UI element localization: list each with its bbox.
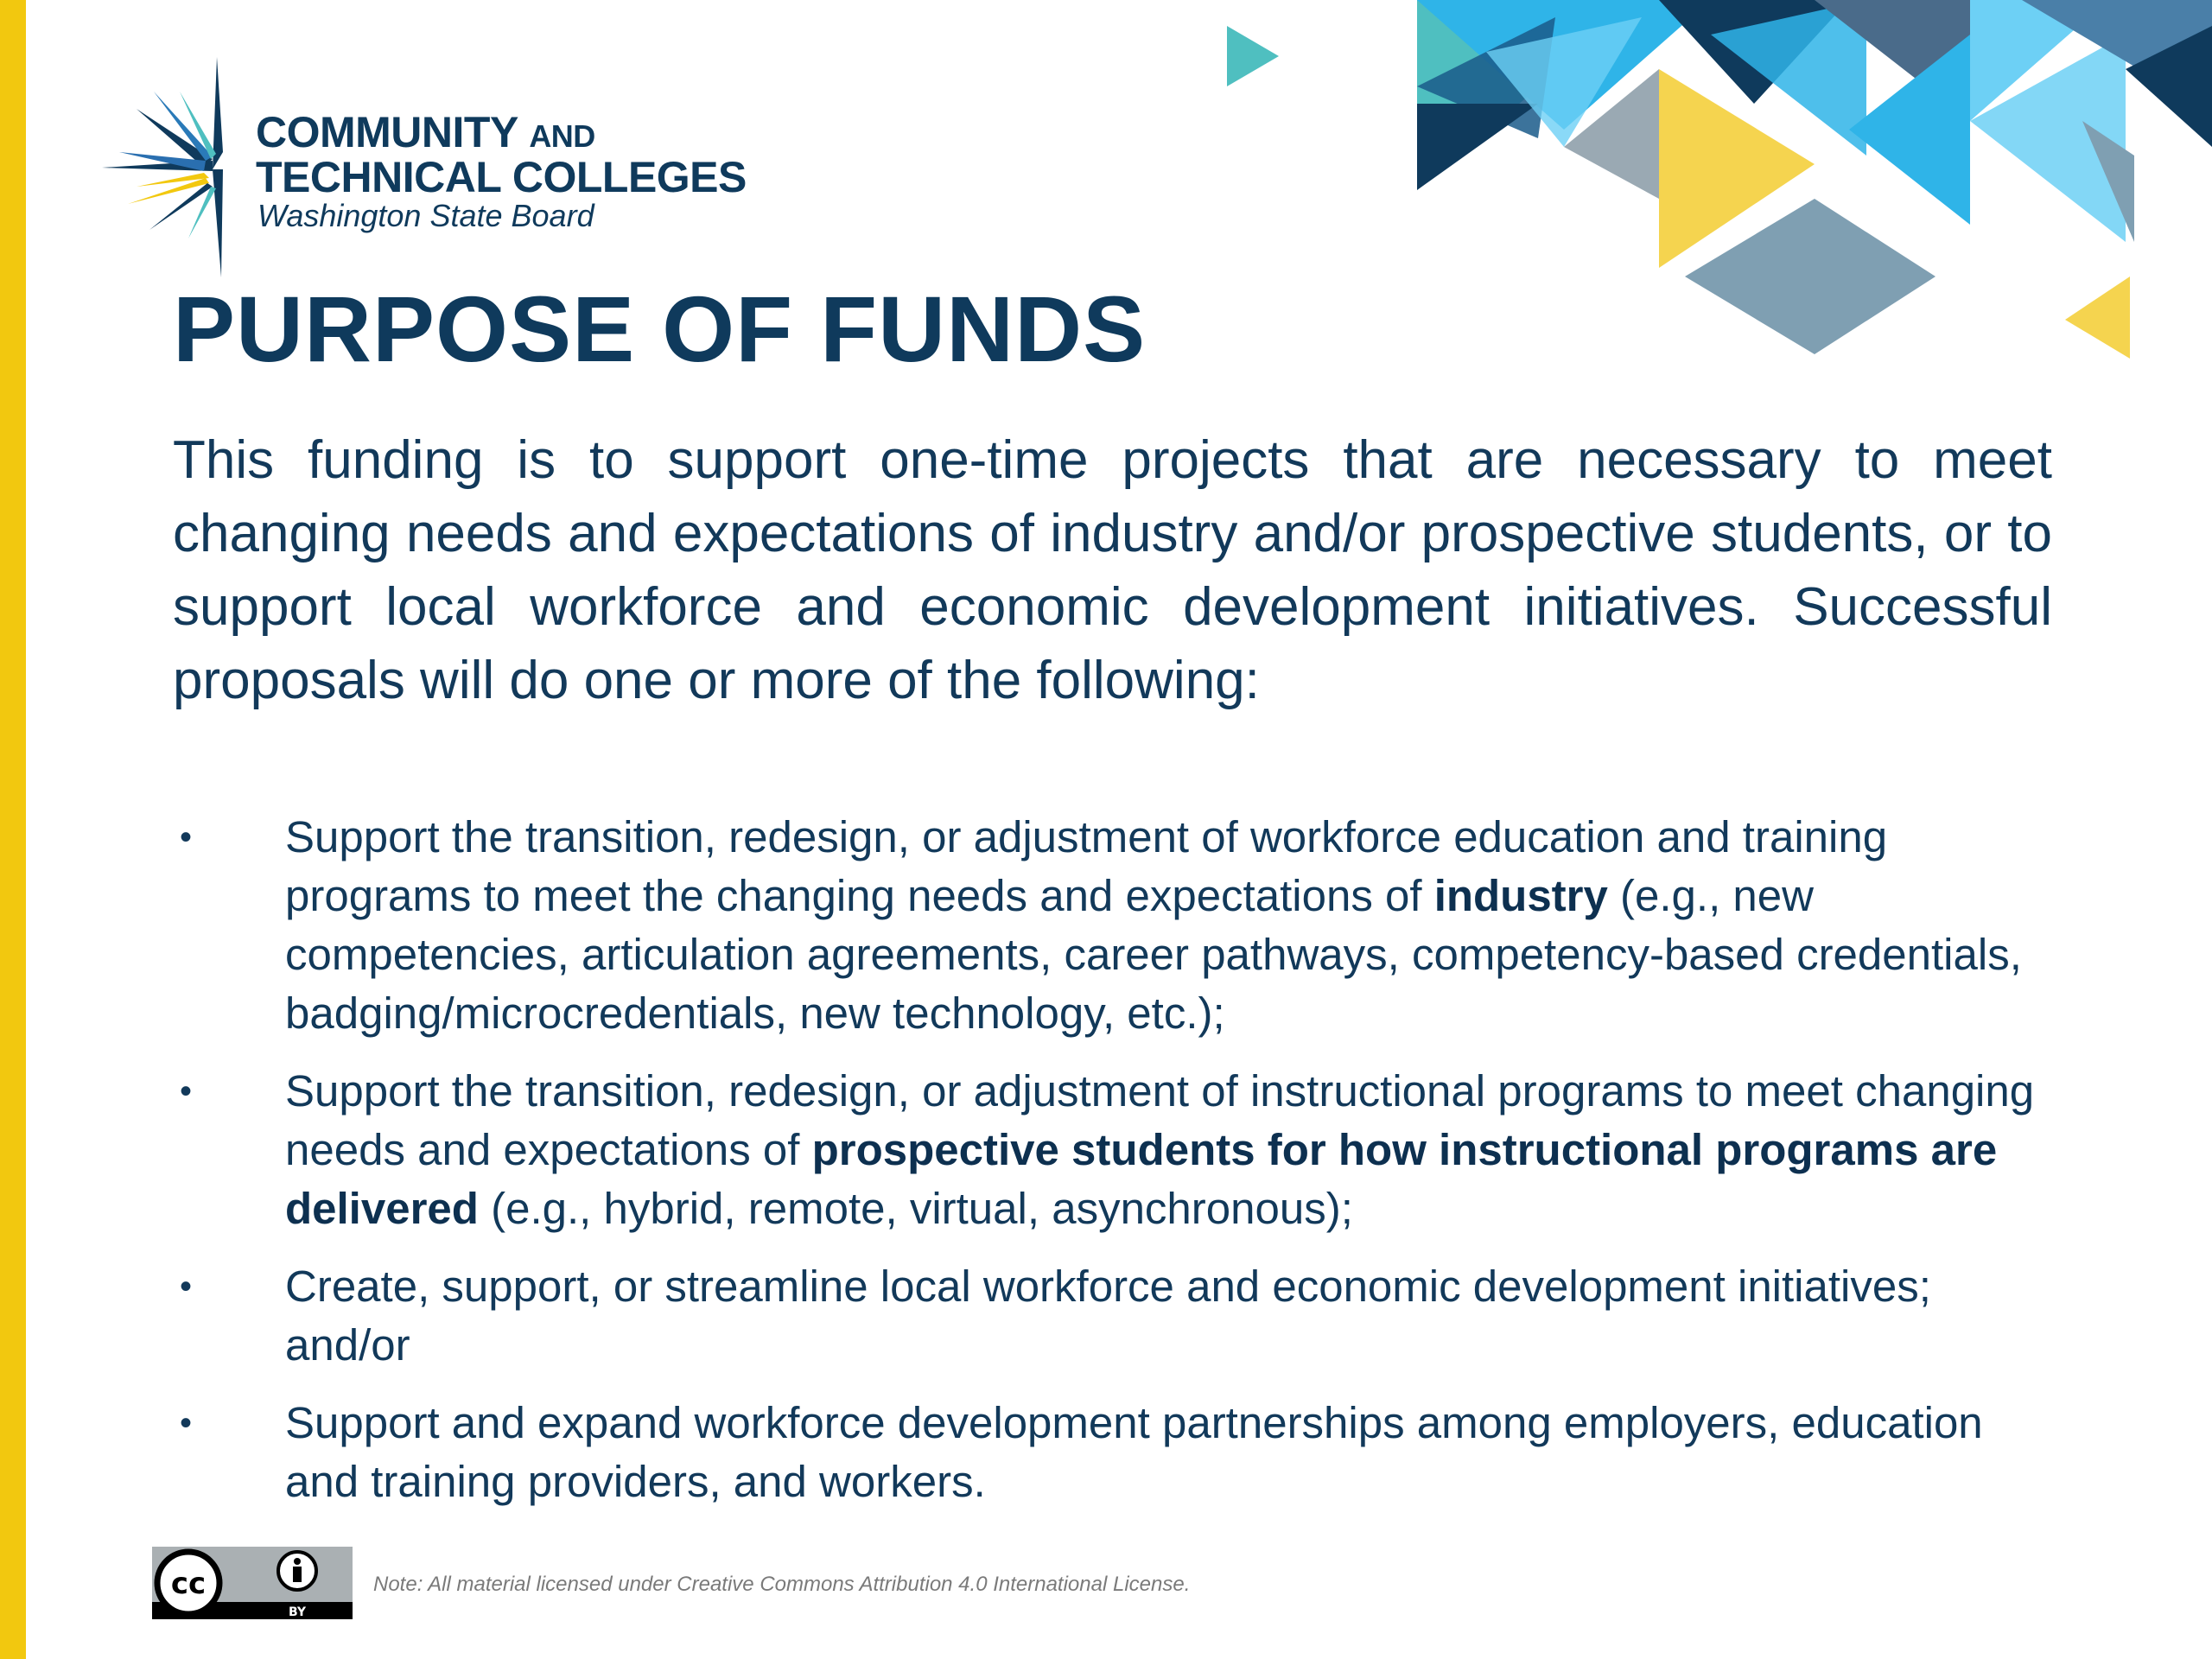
bullet-icon: • xyxy=(179,1072,192,1110)
logo-subtitle: Washington State Board xyxy=(257,198,594,233)
list-item: • Support the transition, redesign, or adjustment of instructional programs to meet changing needs and expectations of prospective students for how instructional programs are delivered (e.g., hybrid, remote, virtual, asynchronous); xyxy=(173,1062,2052,1238)
page-title: PURPOSE OF FUNDS xyxy=(173,276,1147,381)
svg-text:BY: BY xyxy=(288,1605,307,1619)
purpose-bullet-list xyxy=(173,808,2052,1530)
decorative-triangles xyxy=(1192,0,2212,372)
bullet-icon: • xyxy=(179,1268,192,1306)
accent-bar xyxy=(0,0,26,1659)
intro-paragraph: This funding is to support one-time projects that are necessary to meet changing needs and expectations of industry and/or prospective students, or to support local workforce and economic development initiatives. Successful proposals will do one or more of the following: xyxy=(173,430,2052,710)
creative-commons-badge-icon xyxy=(152,1547,353,1619)
license-note: Note: All material licensed under Creative Commons Attribution 4.0 International License. xyxy=(373,1573,1191,1596)
college-logo xyxy=(102,57,776,282)
svg-text:cc: cc xyxy=(170,1567,207,1601)
starburst-logo-icon xyxy=(102,57,240,282)
list-item: • Support the transition, redesign, or adjustment of workforce education and training programs to meet the changing needs and expectations of industry (e.g., new competencies, articulation agreements, career pathways, competency-based credentials, badging/microcredentials, new technology, etc.); xyxy=(173,808,2052,1043)
logo-text-line1: COMMUNITY AND xyxy=(256,108,595,156)
bullet-icon: • xyxy=(179,818,192,856)
list-item: • Support and expand workforce development partnerships among employers, education and training providers, and workers. xyxy=(173,1394,2052,1511)
list-item: • Create, support, or streamline local workforce and economic development initiatives; and/or xyxy=(173,1257,2052,1375)
logo-text-line2: TECHNICAL COLLEGES xyxy=(256,153,747,201)
bullet-icon: • xyxy=(179,1404,192,1442)
